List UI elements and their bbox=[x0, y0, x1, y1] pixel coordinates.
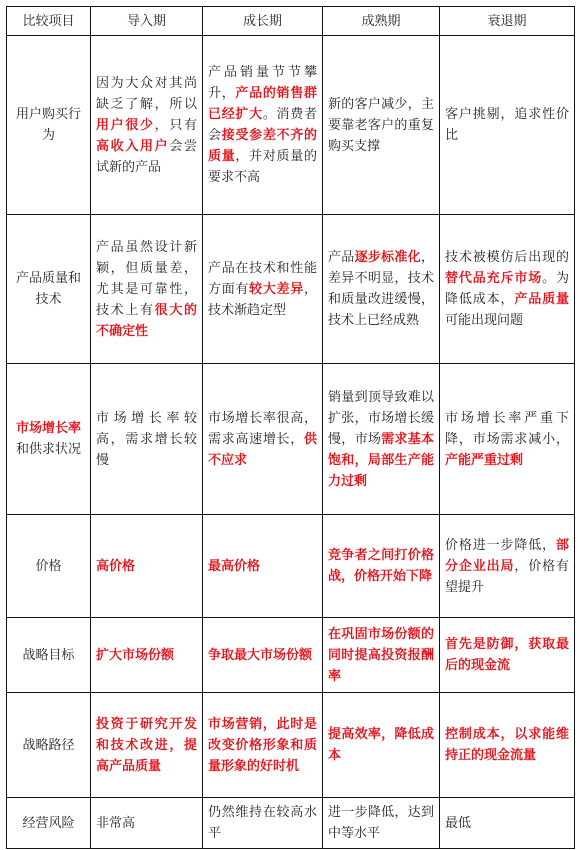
row-label bbox=[7, 515, 91, 618]
cell-introduction bbox=[91, 215, 203, 364]
cell-text: 战略目标 bbox=[22, 647, 75, 663]
header-compare-item: 比较项目 bbox=[7, 7, 91, 36]
cell-text: 战略路径 bbox=[22, 737, 75, 753]
cell-text: ，并对质量的要求不高 bbox=[208, 149, 317, 185]
cell-growth bbox=[203, 515, 323, 618]
cell-decline bbox=[440, 798, 575, 849]
highlight-text: 高价格 bbox=[96, 558, 136, 574]
row-label bbox=[7, 618, 91, 693]
highlight-text: 最高价格 bbox=[208, 558, 261, 574]
cell-text: 可能出现问题 bbox=[445, 313, 524, 328]
table-row-strategic-goal bbox=[7, 618, 575, 693]
highlight-text: 产品质量 bbox=[514, 292, 569, 307]
cell-text: ，只有 bbox=[154, 117, 197, 133]
cell-text: 价格 bbox=[35, 558, 62, 574]
cell-maturity bbox=[323, 618, 440, 693]
highlight-text: 用户很少 bbox=[96, 117, 155, 133]
cell-text: 技术被模仿后出现的 bbox=[445, 250, 569, 265]
cell-introduction bbox=[91, 693, 203, 798]
cell-growth bbox=[203, 364, 323, 515]
cell-decline bbox=[440, 215, 575, 364]
cell-decline bbox=[440, 693, 575, 798]
highlight-text: 争取最大市场份额 bbox=[208, 647, 313, 663]
cell-text: ，价格有望提升 bbox=[445, 558, 569, 595]
cell-decline bbox=[440, 364, 575, 515]
cell-text: 因为大众对其尚缺乏了解，所以 bbox=[96, 75, 197, 112]
highlight-text: 较大差异 bbox=[249, 281, 304, 297]
row-label bbox=[7, 364, 91, 515]
cell-text: 销量到顶导致难以扩张，市场增长缓慢，市场 bbox=[328, 389, 434, 447]
cell-text: 市场增长率严重下降，市场需求减小， bbox=[445, 410, 569, 447]
header-row bbox=[7, 7, 575, 36]
highlight-text: 产品的销售群已经扩大 bbox=[208, 86, 317, 122]
table-row-market-growth bbox=[7, 364, 575, 515]
cell-maturity bbox=[323, 693, 440, 798]
cell-maturity bbox=[323, 364, 440, 515]
cell-text: 仍然维持在较高水平 bbox=[208, 805, 317, 841]
row-label bbox=[7, 36, 91, 215]
cell-text: 产品质量和技术 bbox=[15, 271, 81, 307]
cell-text: ，技术渐趋定型 bbox=[208, 281, 317, 318]
highlight-text: 控制成本，以求能维持正的现金流量 bbox=[445, 727, 569, 763]
table-row-strategic-path bbox=[7, 693, 575, 798]
cell-growth bbox=[203, 618, 323, 693]
cell-text: 市场增长率很高，需求高速增长， bbox=[208, 410, 317, 447]
highlight-text: 投资于研究开发和技术改进，提高产品质量 bbox=[96, 716, 197, 774]
highlight-text: 很大的不确定性 bbox=[96, 302, 197, 339]
highlight-text: 竞争者之间打价格战，价格开始下降 bbox=[328, 548, 434, 584]
header-decline: 衰退期 bbox=[440, 7, 575, 36]
cell-growth bbox=[203, 798, 323, 849]
highlight-text: 部分企业出局 bbox=[445, 537, 569, 574]
cell-introduction bbox=[91, 36, 203, 215]
cell-text: 和供求状况 bbox=[15, 442, 81, 457]
highlight-text: 提高效率，降低成本 bbox=[328, 727, 434, 763]
cell-text: 产品销量节节攀升， bbox=[208, 65, 317, 101]
highlight-text: 需求基本饱和，局部生产能力过剩 bbox=[328, 431, 434, 489]
highlight-text: 高收入用户 bbox=[96, 138, 170, 154]
table-row-purchase-behavior bbox=[7, 36, 575, 215]
cell-text: 进一步降低，达到中等水平 bbox=[328, 805, 434, 841]
row-label bbox=[7, 215, 91, 364]
cell-text: 市场增长率较高，需求增长较慢 bbox=[96, 410, 197, 468]
cell-maturity bbox=[323, 798, 440, 849]
highlight-text: 市场营销，此时是改变价格形象和质量形象的好时机 bbox=[208, 716, 317, 774]
cell-text: 会尝试新的产品 bbox=[96, 138, 197, 175]
cell-text: 产品虽然设计新颖，但质量差，尤其是可靠性，技术上有 bbox=[96, 239, 197, 318]
row-label bbox=[7, 693, 91, 798]
cell-text: 。消费者会 bbox=[208, 107, 317, 143]
cell-text: 最低 bbox=[445, 815, 472, 831]
highlight-text: 接受参差不齐的质量 bbox=[208, 128, 317, 164]
cell-maturity bbox=[323, 515, 440, 618]
cell-growth bbox=[203, 36, 323, 215]
cell-growth bbox=[203, 693, 323, 798]
highlight-text: 供不应求 bbox=[208, 431, 317, 468]
cell-text: ，差异不明显，技术和质量改进缓慢，技术上已经成熟 bbox=[328, 250, 434, 328]
header-growth: 成长期 bbox=[203, 7, 323, 36]
table-row-price bbox=[7, 515, 575, 618]
header-maturity: 成熟期 bbox=[323, 7, 440, 36]
cell-maturity bbox=[323, 36, 440, 215]
cell-text: 价格进一步降低， bbox=[445, 537, 556, 553]
highlight-text: 首先是防御，获取最后的现金流 bbox=[445, 637, 569, 673]
cell-maturity bbox=[323, 215, 440, 364]
cell-decline bbox=[440, 515, 575, 618]
table-row-business-risk bbox=[7, 798, 575, 849]
table-body bbox=[7, 36, 575, 849]
cell-text: 。为降低成本， bbox=[445, 271, 569, 307]
lifecycle-comparison-table bbox=[6, 6, 575, 849]
highlight-text: 扩大市场份额 bbox=[96, 647, 175, 663]
cell-text: 客户挑剔，追求性价比 bbox=[445, 107, 569, 143]
cell-text: 非常高 bbox=[96, 815, 136, 831]
header-introduction: 导入期 bbox=[91, 7, 203, 36]
cell-introduction bbox=[91, 515, 203, 618]
cell-introduction bbox=[91, 798, 203, 849]
cell-decline bbox=[440, 618, 575, 693]
cell-growth bbox=[203, 215, 323, 364]
highlight-text: 在巩固市场份额的同时提高投资报酬率 bbox=[328, 626, 434, 684]
highlight-text: 逐步标准化 bbox=[354, 250, 421, 265]
row-label bbox=[7, 798, 91, 849]
cell-introduction bbox=[91, 364, 203, 515]
cell-text: 用户购买行为 bbox=[15, 107, 81, 143]
table-row-quality-technology bbox=[7, 215, 575, 364]
cell-decline bbox=[440, 36, 575, 215]
highlight-text: 产能严重过剩 bbox=[445, 452, 524, 468]
cell-text: 新的客户减少，主要靠老客户的重复购买支撑 bbox=[328, 96, 434, 154]
highlight-text: 市场增长率 bbox=[15, 421, 81, 436]
cell-text: 经营风险 bbox=[22, 815, 75, 831]
cell-text: 产品 bbox=[328, 250, 355, 265]
highlight-text: 替代品充斥市场 bbox=[445, 271, 543, 286]
cell-text: 产品在技术和性能方面有 bbox=[208, 260, 317, 297]
cell-introduction bbox=[91, 618, 203, 693]
